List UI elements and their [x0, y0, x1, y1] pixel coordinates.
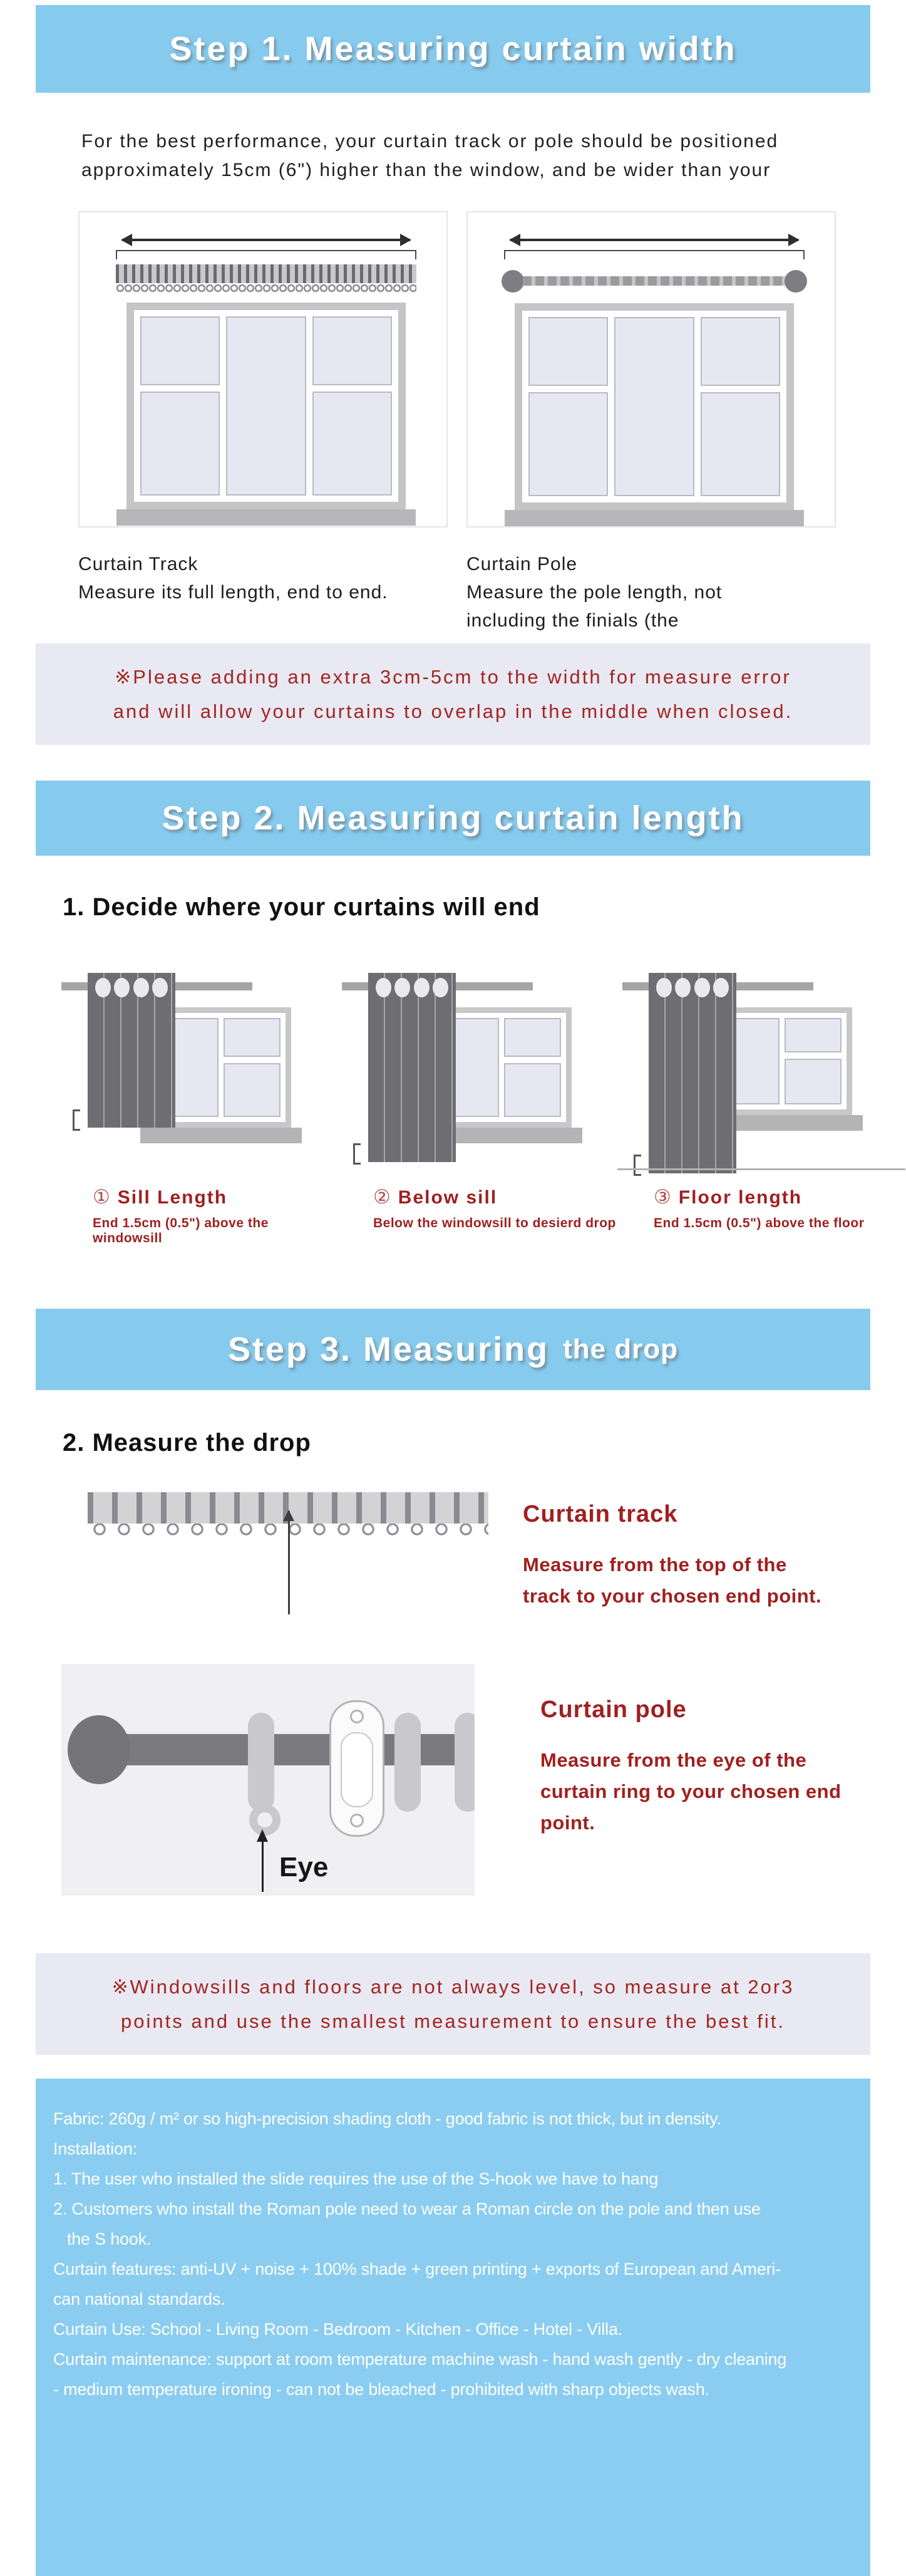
pole-bar — [523, 276, 786, 286]
product-details-section — [36, 2079, 870, 2576]
measure-bracket — [504, 250, 805, 259]
width-measure-arrow — [510, 239, 798, 241]
caption-line: including the finials (the — [466, 610, 679, 631]
step3-banner — [36, 1309, 870, 1390]
level-note — [36, 1953, 870, 2055]
sill-length-illustration — [56, 948, 332, 1175]
windowsill — [116, 509, 416, 526]
window-illustration — [515, 303, 794, 510]
note-line: ※Windowsills and floors are not always level, so measure at 2or3 — [111, 1976, 795, 1998]
intro-line: For the best performance, your curtain track or pole should be positioned — [81, 131, 779, 152]
curtain-panel — [649, 973, 736, 1173]
caption-line: Measure its full length, end to end. — [78, 582, 388, 603]
details-line: Fabric: 260g / m² or so high-precision shading cloth - good fabric is not thick, but in density. — [53, 2109, 721, 2128]
bracket-plate-slot — [341, 1732, 373, 1807]
curtain-length-options-row — [56, 948, 906, 1246]
option-label — [93, 1186, 337, 1246]
option-floor-length — [617, 948, 898, 1246]
grommets — [88, 973, 175, 997]
length-bracket-mark — [634, 1155, 641, 1176]
curtain-ring — [455, 1713, 475, 1812]
curtain-pole-diagram — [466, 211, 836, 527]
option-description: End 1.5cm (0.5") above the floor — [654, 1216, 865, 1230]
step1-intro — [81, 127, 868, 185]
measure-bracket — [116, 250, 416, 259]
step3-banner-subtitle: the drop — [563, 1334, 679, 1364]
measure-drop-pole-row — [61, 1664, 906, 1896]
details-line: - medium temperature ironing - can not be bleached - prohibited with sharp objects wash. — [53, 2380, 709, 2399]
curtain-ring — [248, 1713, 274, 1812]
step1-diagrams-row — [78, 211, 906, 527]
step3-heading: 2. Measure the drop — [63, 1429, 311, 1457]
option-title: Sill Length — [117, 1187, 228, 1208]
track-drop-illustration — [88, 1492, 488, 1624]
step1-banner-title: Step 1. Measuring curtain width — [169, 30, 737, 68]
details-line: 2. Customers who install the Roman pole need to wear a Roman circle on the pole and then use — [53, 2199, 761, 2218]
caption-title: Curtain Track — [78, 554, 198, 574]
up-arrow — [262, 1832, 264, 1892]
caption-title: Curtain Pole — [466, 554, 578, 574]
step2-banner-title: Step 2. Measuring curtain length — [162, 799, 744, 837]
pole-bar — [121, 1734, 475, 1765]
option-sill-length — [56, 948, 337, 1246]
pole-finial — [68, 1715, 130, 1784]
floor-length-illustration — [617, 948, 893, 1175]
step2-banner — [36, 781, 870, 856]
up-arrow — [288, 1511, 290, 1614]
pole-drop-illustration — [61, 1664, 475, 1896]
note-line: ※Please adding an extra 3cm-5cm to the width for measure error — [115, 666, 791, 688]
option-below-sill — [337, 948, 617, 1246]
option-number: ① — [93, 1186, 111, 1208]
below-sill-illustration — [337, 948, 612, 1175]
details-line: Curtain Use: School - Living Room - Bedroom - Kitchen - Office - Hotel - Villa. — [53, 2320, 623, 2339]
track-glider-eyelets — [116, 283, 416, 294]
curtain-track-caption — [78, 550, 448, 635]
option-label — [654, 1186, 898, 1231]
length-bracket-mark — [73, 1109, 80, 1131]
intro-line: approximately 15cm (6") higher than the window, and be wider than your — [81, 160, 771, 180]
curtain-panel — [88, 973, 175, 1128]
step2-heading: 1. Decide where your curtains will end — [63, 893, 540, 921]
windowsill — [505, 510, 804, 526]
option-label — [373, 1186, 617, 1231]
note-line: and will allow your curtains to overlap in the middle when closed. — [113, 700, 793, 722]
step3-banner-title: Step 3. Measuring — [227, 1331, 550, 1368]
caption-line: Measure the pole length, not — [466, 582, 723, 603]
pole-copy-line: point. — [540, 1812, 595, 1834]
option-number: ② — [373, 1186, 392, 1208]
step1-captions-row — [78, 550, 906, 635]
details-line: Curtain features: anti-UV + noise + 100% shade + green printing + exports of European and Ameri- — [53, 2260, 781, 2278]
option-number: ③ — [654, 1186, 672, 1208]
grommets — [649, 973, 736, 997]
curtain-pole-illustration — [504, 268, 805, 294]
grommets — [368, 973, 456, 997]
curtain-ring — [394, 1713, 421, 1812]
pole-finial-left — [502, 270, 524, 293]
curtain-panel — [368, 973, 456, 1162]
length-bracket-mark — [353, 1143, 361, 1165]
step1-banner — [36, 5, 870, 93]
details-line: the S hook. — [53, 2230, 152, 2248]
windowsill — [140, 1128, 302, 1143]
wall-bracket-plate — [329, 1700, 384, 1837]
details-line: can national standards. — [53, 2290, 225, 2309]
note-line: points and use the smallest measurement to ensure the best fit. — [121, 2010, 785, 2032]
track-drop-copy — [523, 1501, 821, 1624]
width-measure-arrow — [122, 239, 410, 241]
floor-line — [617, 1168, 905, 1170]
pole-copy-line: curtain ring to your chosen end — [540, 1780, 842, 1802]
details-line: Installation: — [53, 2139, 137, 2158]
option-description: Below the windowsill to desierd drop — [373, 1216, 616, 1230]
pole-finial-right — [785, 270, 807, 293]
width-note — [36, 643, 870, 745]
option-title: Floor length — [678, 1187, 803, 1208]
pole-copy-title: Curtain pole — [540, 1696, 687, 1723]
details-line: Curtain maintenance: support at room temperature machine wash - hand wash gently - dry cleaning — [53, 2350, 787, 2369]
track-copy-line: Measure from the top of the — [523, 1554, 787, 1576]
option-description: End 1.5cm (0.5") above the windowsill — [93, 1216, 269, 1245]
details-line: 1. The user who installed the slide requires the use of the S-hook we have to hang — [53, 2169, 659, 2188]
eye-label: Eye — [279, 1852, 329, 1883]
track-copy-line: track to your chosen end point. — [523, 1585, 822, 1607]
window-illustration — [126, 303, 406, 509]
curtain-track-diagram — [78, 211, 448, 527]
curtain-pole-caption — [466, 550, 836, 635]
measure-drop-track-row — [88, 1492, 906, 1624]
track-copy-title: Curtain track — [523, 1501, 678, 1527]
curtain-track-illustration — [116, 264, 416, 283]
pole-drop-copy — [540, 1696, 842, 1896]
pole-copy-line: Measure from the eye of the — [540, 1749, 807, 1771]
option-title: Below sill — [398, 1187, 498, 1208]
